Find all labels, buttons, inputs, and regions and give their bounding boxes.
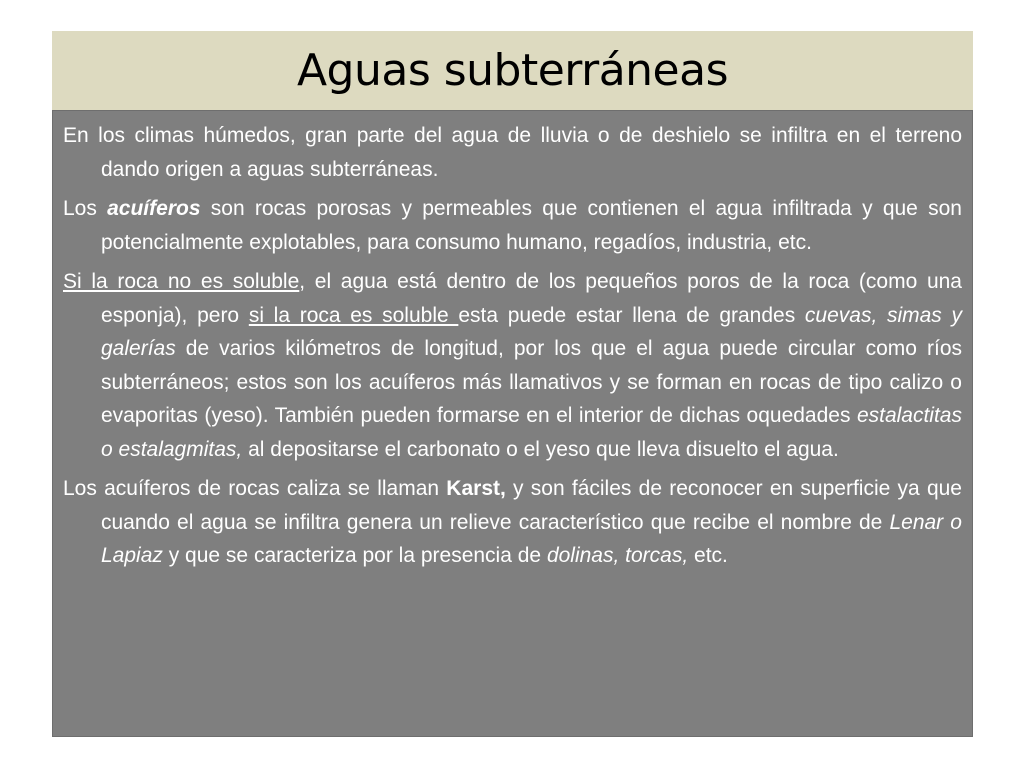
paragraph-4-text-4: etc. [688, 544, 728, 567]
term-acuiferos: acuíferos [107, 197, 201, 220]
underlined-phrase-soluble: si la roca es soluble [248, 303, 459, 327]
paragraph-1 [63, 119, 962, 186]
slide-title: Aguas subterráneas [296, 44, 729, 96]
italic-lenar: Lenar o Lapiaz [101, 510, 962, 567]
paragraph-2 [63, 192, 962, 259]
content-panel [52, 110, 973, 737]
paragraph-4 [63, 472, 962, 573]
italic-estalactitas: estalactitas o estalagmitas, [101, 404, 962, 461]
paragraph-2-text-1: Los [63, 197, 108, 220]
paragraph-2-text-2: son rocas porosas y permeables que contienen el agua infiltrada y que son potencialmente explotables, para consumo humano, regadíos, industria, etc. [101, 197, 962, 254]
title-bar [52, 31, 973, 110]
paragraph-4-text-3: y que se caracteriza por la presencia de [162, 544, 547, 567]
paragraph-3-text-4: al depositarse el carbonato o el yeso que lleva disuelto el agua. [242, 437, 839, 461]
italic-cuevas: cuevas, simas y galerías [101, 303, 962, 360]
bold-karst: Karst, [446, 477, 506, 500]
paragraph-3-text-2: esta puede estar llena de grandes [458, 303, 805, 327]
paragraph-1-text: En los climas húmedos, gran parte del agua de lluvia o de deshielo se infiltra en el terreno dando origen a aguas subterráneas. [63, 124, 962, 181]
paragraph-4-text-1: Los acuíferos de rocas caliza se llaman [63, 477, 447, 500]
italic-dolinas: dolinas, torcas, [546, 544, 689, 567]
paragraph-4-text-2: y son fáciles de reconocer en superficie ya que cuando el agua se infiltra genera un relieve característico que recibe el nombre de [101, 477, 962, 534]
paragraph-3-text-3: de varios kilómetros de longitud, por los que el agua puede circular como ríos subterráneos; estos son los acuíferos más llamativos y se forman en rocas de tipo calizo o evaporitas (yeso). También pueden formarse en el interior de dichas oquedades [101, 337, 962, 427]
paragraph-3-text-1: , el agua está dentro de los pequeños poros de la roca (como una esponja), pero [101, 270, 962, 327]
underlined-phrase-insoluble: Si la roca no es soluble [63, 270, 300, 293]
paragraph-3 [63, 265, 962, 466]
